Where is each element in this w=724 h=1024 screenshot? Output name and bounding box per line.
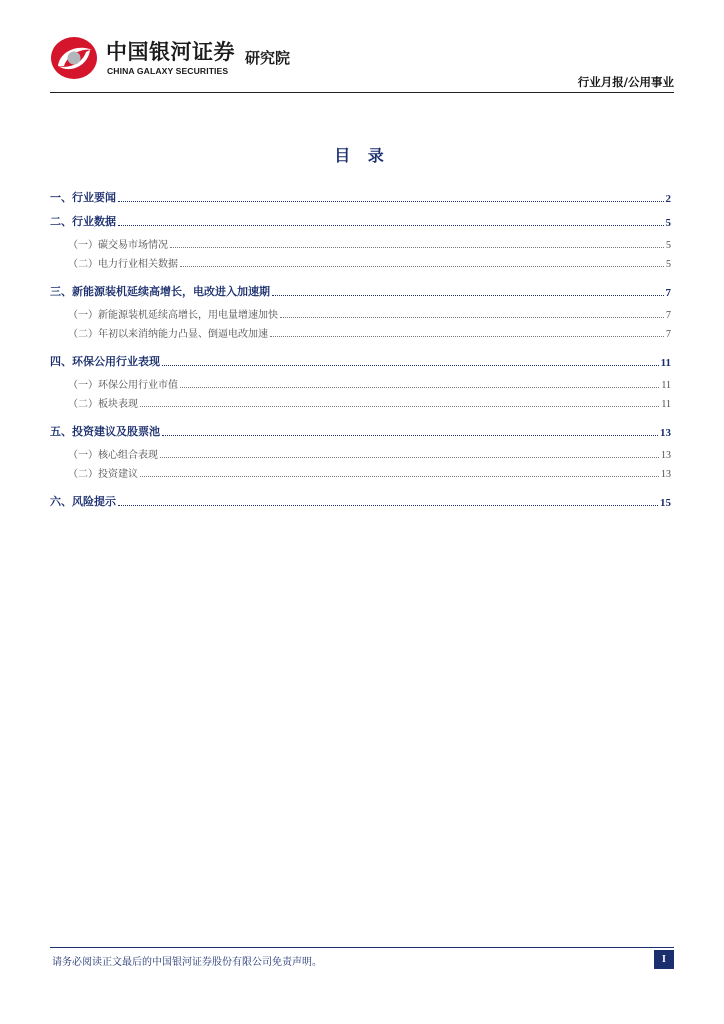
toc-entry-page: 2	[665, 193, 671, 205]
toc-entry-page: 5	[666, 240, 671, 251]
table-of-contents	[50, 181, 671, 509]
toc-entry-label: 六、风险提示	[50, 495, 116, 508]
toc-dot-leader	[162, 435, 658, 436]
toc-entry-page: 11	[661, 399, 671, 410]
toc-entry-page: 11	[661, 380, 671, 391]
toc-subsection-entry[interactable]	[50, 372, 671, 391]
brand-name-cn: 中国银河证券	[106, 40, 235, 64]
toc-dot-leader	[280, 317, 664, 318]
toc-subsection-entry[interactable]	[50, 391, 671, 410]
toc-subsection-entry[interactable]	[50, 442, 671, 461]
toc-entry-page: 5	[665, 217, 671, 229]
toc-dot-leader	[118, 225, 664, 226]
galaxy-logo-icon	[50, 36, 98, 80]
toc-dot-leader	[180, 387, 659, 388]
toc-section-entry[interactable]	[50, 205, 671, 229]
toc-entry-page: 13	[660, 427, 671, 439]
toc-section-entry[interactable]	[50, 485, 671, 509]
toc-entry-label: （一）碳交易市场情况	[68, 240, 168, 251]
toc-subsection-entry[interactable]	[50, 321, 671, 340]
toc-entry-page: 15	[660, 497, 671, 509]
toc-section-entry[interactable]	[50, 275, 671, 299]
header-divider	[50, 92, 674, 93]
brand-name-en: CHINA GALAXY SECURITIES	[107, 66, 229, 76]
toc-entry-label: （二）年初以来消纳能力凸显、倒逼电改加速	[68, 329, 268, 340]
toc-subsection-entry[interactable]	[50, 302, 671, 321]
toc-entry-page: 7	[666, 329, 671, 340]
disclaimer-text: 请务必阅读正文最后的中国银河证券股份有限公司免责声明。	[52, 957, 322, 968]
toc-entry-label: （二）投资建议	[68, 469, 138, 480]
report-type-label: 行业月报/公用事业	[577, 75, 674, 89]
toc-entry-label: 三、新能源装机延续高增长，电改进入加速期	[50, 285, 270, 298]
page-number-badge: I	[654, 950, 674, 969]
toc-dot-leader	[118, 505, 658, 506]
toc-entry-label: 二、行业数据	[50, 215, 116, 228]
report-header	[50, 34, 674, 94]
toc-dot-leader	[140, 406, 659, 407]
toc-entry-label: （一）环保公用行业市值	[68, 380, 178, 391]
toc-dot-leader	[270, 336, 664, 337]
toc-section-entry[interactable]	[50, 181, 671, 205]
toc-dot-leader	[180, 266, 664, 267]
toc-section-entry[interactable]	[50, 415, 671, 439]
toc-dot-leader	[118, 201, 664, 202]
toc-dot-leader	[162, 365, 659, 366]
toc-dot-leader	[272, 295, 664, 296]
toc-entry-page: 13	[661, 450, 671, 461]
toc-entry-page: 5	[666, 259, 671, 270]
toc-entry-page: 11	[660, 357, 671, 369]
toc-section-entry[interactable]	[50, 345, 671, 369]
toc-entry-label: 一、行业要闻	[50, 191, 116, 204]
toc-entry-page: 7	[666, 310, 671, 321]
toc-subsection-entry[interactable]	[50, 251, 671, 270]
toc-entry-label: （一）新能源装机延续高增长，用电量增速加快	[68, 310, 278, 321]
toc-entry-label: （二）板块表现	[68, 399, 138, 410]
toc-entry-label: 五、投资建议及股票池	[50, 425, 160, 438]
toc-entry-label: （一）核心组合表现	[68, 450, 158, 461]
toc-title: 目 录	[334, 146, 390, 165]
toc-subsection-entry[interactable]	[50, 232, 671, 251]
toc-entry-label: 四、环保公用行业表现	[50, 355, 160, 368]
toc-entry-page: 13	[661, 469, 671, 480]
toc-entry-label: （二）电力行业相关数据	[68, 259, 178, 270]
toc-dot-leader	[160, 457, 659, 458]
institute-name: 研究院	[245, 49, 291, 67]
footer-divider	[50, 947, 674, 948]
toc-dot-leader	[140, 476, 659, 477]
toc-entry-page: 7	[665, 287, 671, 299]
toc-dot-leader	[170, 247, 664, 248]
toc-subsection-entry[interactable]	[50, 461, 671, 480]
